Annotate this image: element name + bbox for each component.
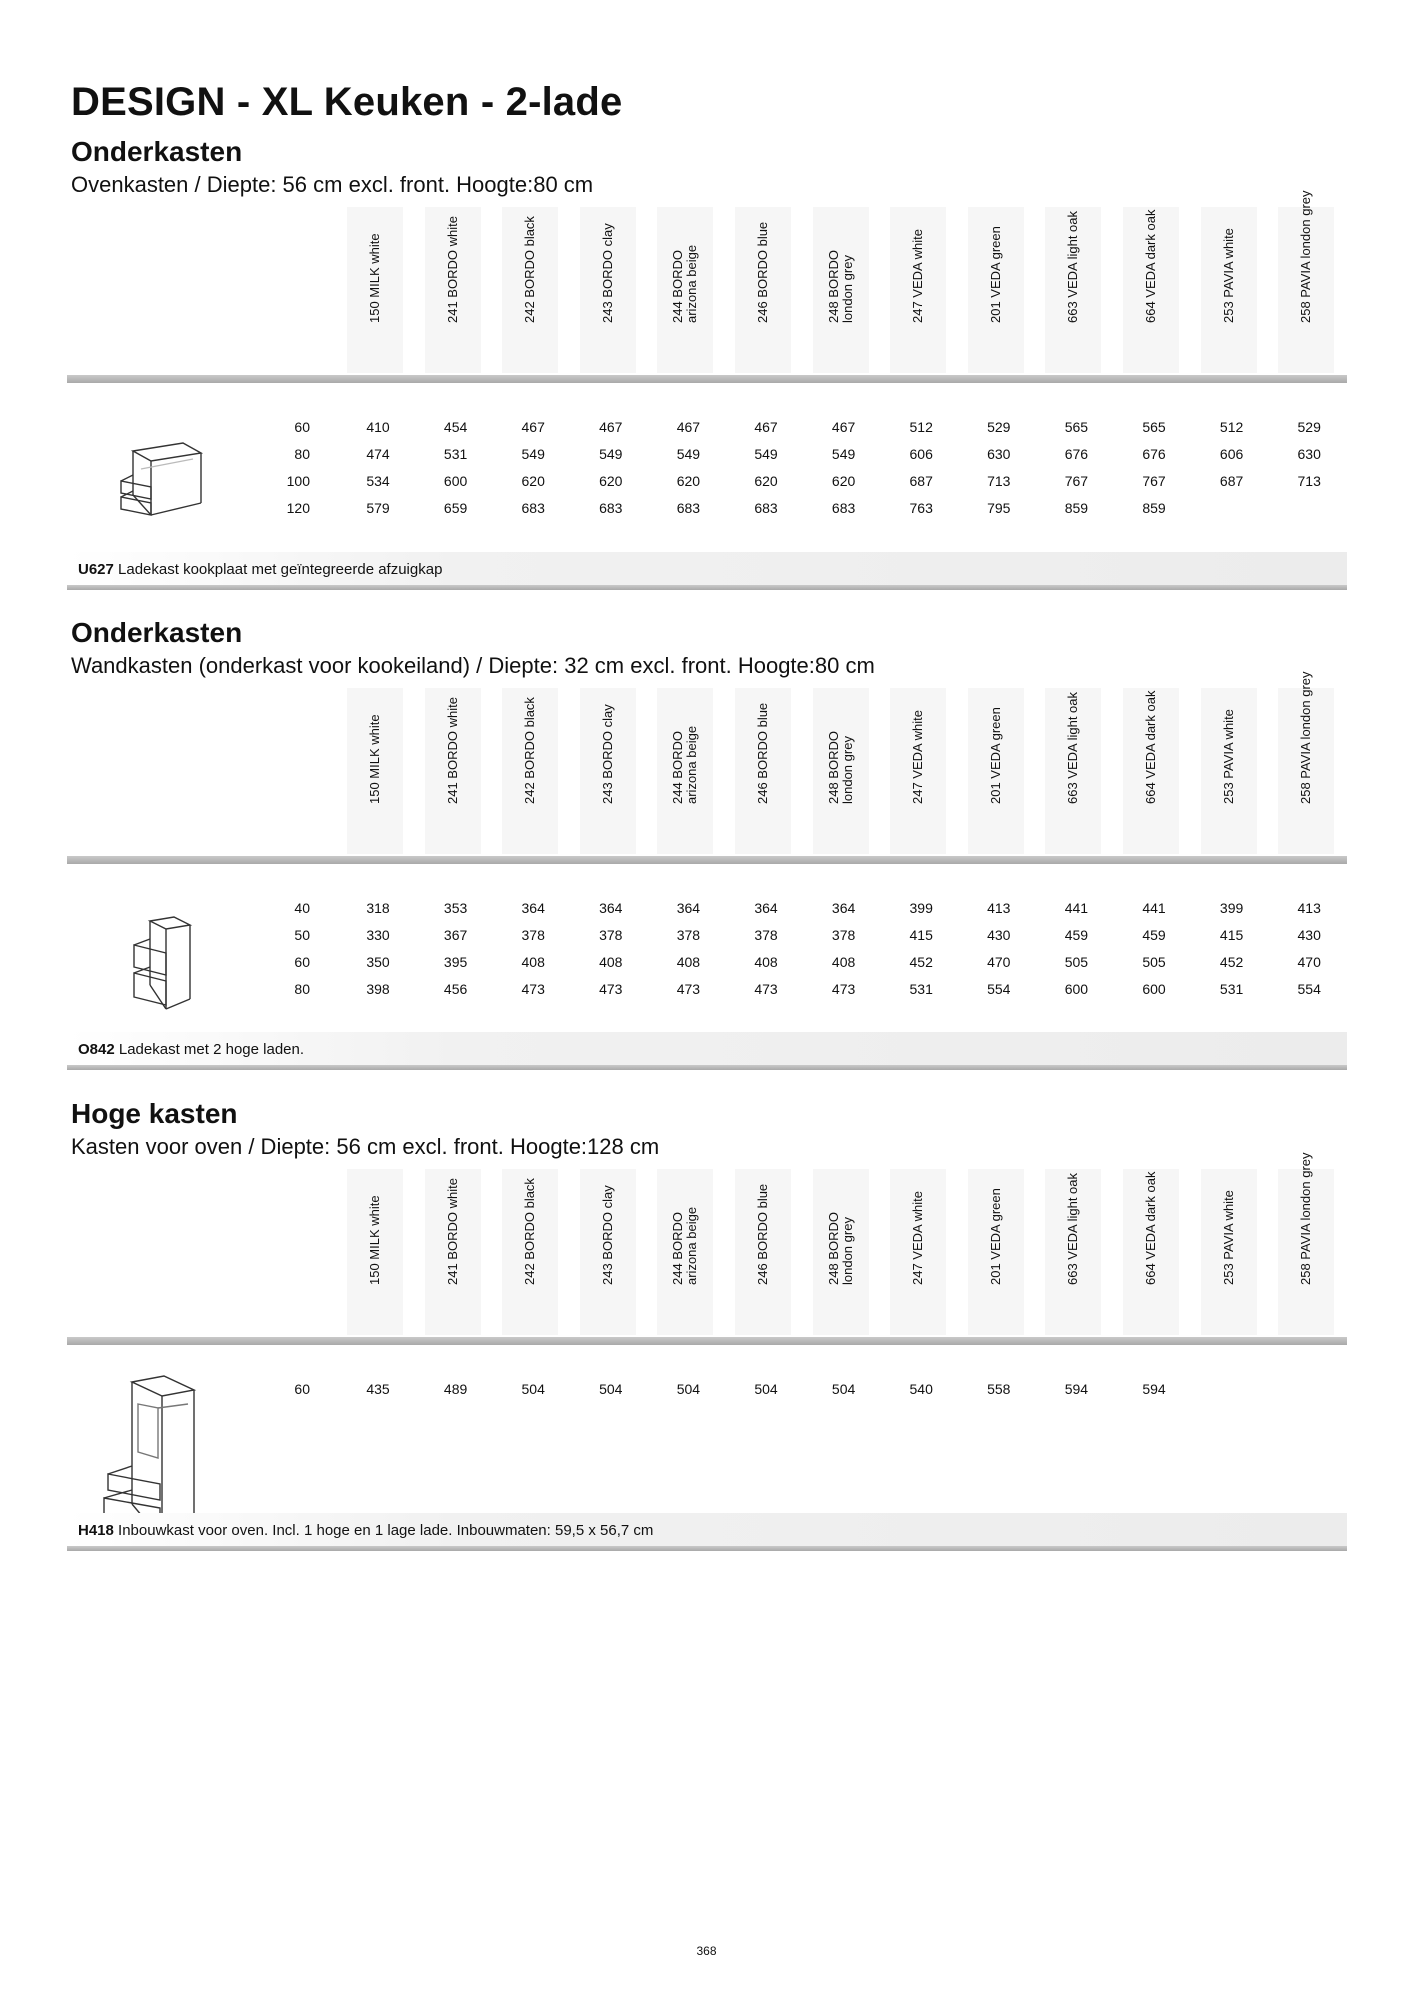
price-cell: 467 bbox=[754, 419, 778, 435]
column-label-line1: 663 VEDA light oak bbox=[1065, 1172, 1081, 1285]
price-cell: 395 bbox=[443, 954, 468, 970]
price-cell: 795 bbox=[987, 500, 1011, 516]
column-header-label bbox=[1051, 644, 1095, 804]
price-cell: 318 bbox=[366, 900, 390, 916]
column-label-line1: 258 PAVIA london grey bbox=[1298, 671, 1314, 804]
column-label-line1: 242 BORDO black bbox=[522, 1178, 538, 1285]
price-cell: 454 bbox=[443, 419, 468, 435]
column-header bbox=[1201, 1169, 1257, 1335]
price-cell: 659 bbox=[443, 500, 468, 516]
column-header-label bbox=[974, 163, 1018, 323]
column-header-label bbox=[586, 644, 630, 804]
section-divider bbox=[67, 1546, 1347, 1551]
column-label-line1: 663 VEDA light oak bbox=[1065, 691, 1081, 804]
price-cell: 683 bbox=[754, 500, 778, 516]
price-cell: 554 bbox=[1297, 981, 1321, 997]
column-header-label bbox=[1207, 1125, 1251, 1285]
price-cell: 630 bbox=[987, 446, 1011, 462]
column-label-line1: 258 PAVIA london grey bbox=[1298, 190, 1314, 323]
column-label-line1: 253 PAVIA white bbox=[1220, 1190, 1236, 1285]
base-cabinet-2-drawers-icon bbox=[113, 439, 213, 524]
price-cell: 353 bbox=[443, 900, 468, 916]
price-cell: 378 bbox=[521, 927, 545, 943]
price-cell: 859 bbox=[1142, 500, 1166, 516]
section-title: Hoge kasten bbox=[71, 1098, 238, 1129]
column-label-line1: 247 VEDA white bbox=[910, 229, 926, 323]
price-cell: 504 bbox=[831, 1381, 856, 1397]
column-header bbox=[813, 1169, 869, 1335]
price-cell: 399 bbox=[1219, 900, 1244, 916]
column-label-line1: 247 VEDA white bbox=[910, 1191, 926, 1285]
column-header-label bbox=[431, 644, 475, 804]
column-header-label bbox=[663, 1125, 707, 1285]
column-header bbox=[1045, 207, 1101, 373]
column-header-label bbox=[741, 163, 785, 323]
column-header-label bbox=[1051, 163, 1095, 323]
column-header bbox=[347, 688, 403, 854]
product-code: U627 bbox=[78, 561, 114, 578]
price-cell: 606 bbox=[1219, 446, 1244, 462]
column-header-label bbox=[974, 1125, 1018, 1285]
product-description-text: Ladekast met 2 hoge laden. bbox=[118, 1041, 305, 1058]
product-description-text: Inbouwkast voor oven. Incl. 1 hoge en 1 lage lade. Inbouwmaten: 59,5 x 56,7 cm bbox=[118, 1522, 654, 1539]
price-cell: 630 bbox=[1297, 446, 1321, 462]
price-cell: 504 bbox=[599, 1381, 623, 1397]
column-label-line1: 243 BORDO clay bbox=[599, 1185, 615, 1285]
column-header-label bbox=[741, 644, 785, 804]
price-cell: 767 bbox=[1064, 473, 1089, 489]
price-cell: 763 bbox=[909, 500, 933, 516]
column-header-label bbox=[431, 1125, 475, 1285]
product-description bbox=[78, 561, 442, 578]
column-header bbox=[1278, 671, 1334, 854]
column-header bbox=[502, 207, 558, 373]
column-label-line2: london grey bbox=[839, 255, 855, 323]
price-cell: 330 bbox=[366, 927, 390, 943]
column-header bbox=[425, 1169, 481, 1335]
column-header bbox=[580, 688, 636, 854]
row-size: 80 bbox=[294, 446, 310, 462]
column-header bbox=[813, 688, 869, 854]
price-cell: 676 bbox=[1142, 446, 1166, 462]
column-label-line1: 258 PAVIA london grey bbox=[1298, 1152, 1314, 1285]
column-label-line1: 253 PAVIA white bbox=[1220, 709, 1236, 804]
price-cell: 687 bbox=[1219, 473, 1244, 489]
row-size: 60 bbox=[294, 954, 310, 970]
price-cell: 413 bbox=[987, 900, 1011, 916]
price-cell: 473 bbox=[676, 981, 701, 997]
column-header bbox=[1123, 1169, 1179, 1335]
column-label-line1: 243 BORDO clay bbox=[599, 704, 615, 804]
wall-cabinet-2-drawers-icon bbox=[120, 915, 220, 1016]
column-header bbox=[890, 207, 946, 373]
price-cell: 683 bbox=[599, 500, 623, 516]
column-header-label bbox=[1051, 1125, 1095, 1285]
column-header bbox=[580, 1169, 636, 1335]
price-cell: 554 bbox=[987, 981, 1011, 997]
section-divider bbox=[67, 585, 1347, 590]
column-header-label bbox=[1207, 163, 1251, 323]
column-label-line1: 246 BORDO blue bbox=[755, 702, 770, 804]
column-header bbox=[1201, 688, 1257, 854]
price-cell: 378 bbox=[676, 927, 701, 943]
price-cell: 364 bbox=[754, 900, 778, 916]
price-cell: 620 bbox=[521, 473, 545, 489]
price-cell: 470 bbox=[1297, 954, 1321, 970]
price-cell: 549 bbox=[754, 446, 778, 462]
column-label-line1: 241 BORDO white bbox=[444, 1178, 460, 1285]
price-cell: 470 bbox=[987, 954, 1011, 970]
price-cell: 531 bbox=[909, 981, 933, 997]
row-size: 60 bbox=[294, 1381, 310, 1397]
column-header-label bbox=[896, 163, 940, 323]
column-header-label bbox=[1284, 163, 1328, 323]
column-header-label bbox=[1129, 644, 1173, 804]
column-header-label bbox=[663, 163, 707, 323]
column-header bbox=[1123, 688, 1179, 854]
price-cell: 620 bbox=[599, 473, 623, 489]
price-cell: 399 bbox=[909, 900, 933, 916]
price-cell: 473 bbox=[754, 981, 778, 997]
price-cell: 467 bbox=[831, 419, 856, 435]
price-cell: 565 bbox=[1142, 419, 1166, 435]
column-label-line2: arizona beige bbox=[684, 244, 700, 323]
price-cell: 504 bbox=[754, 1381, 778, 1397]
price-cell: 364 bbox=[521, 900, 545, 916]
price-cell: 452 bbox=[1219, 954, 1244, 970]
column-header-label bbox=[819, 163, 863, 323]
price-cell: 364 bbox=[599, 900, 623, 916]
column-label-line2: arizona beige bbox=[684, 1206, 700, 1285]
price-cell: 558 bbox=[987, 1381, 1011, 1397]
column-header bbox=[735, 688, 791, 854]
column-label-line1: 663 VEDA light oak bbox=[1065, 210, 1081, 323]
column-header-label bbox=[1207, 644, 1251, 804]
column-label-line1: 241 BORDO white bbox=[444, 216, 460, 323]
product-description bbox=[78, 1041, 304, 1058]
price-cell: 473 bbox=[521, 981, 545, 997]
price-cell: 415 bbox=[909, 927, 933, 943]
price-cell: 767 bbox=[1142, 473, 1166, 489]
section-title: Onderkasten bbox=[71, 136, 243, 167]
column-label-line1: 664 VEDA dark oak bbox=[1143, 690, 1158, 804]
page-title: DESIGN - XL Keuken - 2-lade bbox=[71, 80, 623, 124]
section-subtitle: Wandkasten (onderkast voor kookeiland) / Diepte: 32 cm excl. front. Hoogte:80 cm bbox=[71, 653, 875, 678]
column-label-line1: 201 VEDA green bbox=[987, 1188, 1003, 1285]
column-header-label bbox=[508, 644, 552, 804]
column-header-label bbox=[1129, 163, 1173, 323]
price-cell: 859 bbox=[1064, 500, 1089, 516]
column-header-label bbox=[353, 163, 397, 323]
column-header bbox=[502, 1169, 558, 1335]
column-label-line1: 664 VEDA dark oak bbox=[1143, 209, 1158, 323]
product-description-text: Ladekast kookplaat met geïntegreerde afzuigkap bbox=[118, 561, 443, 578]
price-cell: 378 bbox=[754, 927, 778, 943]
column-header-label bbox=[353, 644, 397, 804]
price-cell: 549 bbox=[599, 446, 623, 462]
row-size: 40 bbox=[294, 900, 310, 916]
column-header bbox=[735, 1169, 791, 1335]
column-header bbox=[425, 688, 481, 854]
price-cell: 398 bbox=[366, 981, 390, 997]
column-header bbox=[1045, 688, 1101, 854]
price-cell: 467 bbox=[599, 419, 623, 435]
column-header bbox=[347, 207, 403, 373]
price-cell: 408 bbox=[754, 954, 778, 970]
header-divider bbox=[67, 1337, 1347, 1345]
section-title: Onderkasten bbox=[71, 617, 243, 648]
price-cell: 467 bbox=[521, 419, 545, 435]
column-header-label bbox=[1284, 644, 1328, 804]
column-header bbox=[425, 207, 481, 373]
price-cell: 459 bbox=[1142, 927, 1166, 943]
column-header-label bbox=[508, 1125, 552, 1285]
column-label-line1: 253 PAVIA white bbox=[1220, 228, 1236, 323]
price-cell: 408 bbox=[521, 954, 545, 970]
column-header bbox=[657, 688, 713, 854]
price-cell: 408 bbox=[599, 954, 623, 970]
price-cell: 600 bbox=[1142, 981, 1166, 997]
column-header-label bbox=[741, 1125, 785, 1285]
price-cell: 456 bbox=[443, 981, 468, 997]
row-size: 80 bbox=[294, 981, 310, 997]
price-cell: 408 bbox=[676, 954, 701, 970]
price-cell: 531 bbox=[1219, 981, 1244, 997]
product-code: H418 bbox=[78, 1522, 114, 1539]
price-cell: 350 bbox=[366, 954, 390, 970]
price-cell: 459 bbox=[1064, 927, 1089, 943]
price-cell: 540 bbox=[909, 1381, 933, 1397]
column-header bbox=[502, 688, 558, 854]
column-label-line1: 247 VEDA white bbox=[910, 710, 926, 804]
column-label-line2: london grey bbox=[839, 1217, 855, 1285]
column-label-line1: 201 VEDA green bbox=[987, 226, 1003, 323]
price-cell: 713 bbox=[1297, 473, 1321, 489]
column-header bbox=[1278, 190, 1334, 373]
column-header bbox=[890, 1169, 946, 1335]
column-label-line1: 248 BORDO bbox=[825, 250, 841, 323]
column-label-line1: 243 BORDO clay bbox=[599, 223, 615, 323]
price-cell: 452 bbox=[909, 954, 933, 970]
price-cell: 473 bbox=[831, 981, 856, 997]
price-cell: 579 bbox=[366, 500, 390, 516]
column-header bbox=[968, 1169, 1024, 1335]
column-label-line1: 244 BORDO bbox=[670, 731, 686, 804]
price-cell: 415 bbox=[1219, 927, 1244, 943]
column-header bbox=[813, 207, 869, 373]
price-cell: 474 bbox=[366, 446, 390, 462]
row-size: 50 bbox=[294, 927, 310, 943]
price-cell: 441 bbox=[1064, 900, 1089, 916]
column-header-label bbox=[508, 163, 552, 323]
column-label-line1: 241 BORDO white bbox=[444, 697, 460, 804]
column-header bbox=[968, 688, 1024, 854]
column-header bbox=[735, 207, 791, 373]
row-size: 100 bbox=[286, 473, 310, 489]
price-cell: 683 bbox=[676, 500, 701, 516]
price-cell: 549 bbox=[831, 446, 856, 462]
price-cell: 512 bbox=[1219, 419, 1244, 435]
price-cell: 364 bbox=[831, 900, 856, 916]
section-divider bbox=[67, 1065, 1347, 1070]
price-cell: 683 bbox=[521, 500, 545, 516]
column-label-line2: london grey bbox=[839, 736, 855, 804]
price-cell: 594 bbox=[1142, 1381, 1166, 1397]
price-cell: 620 bbox=[754, 473, 778, 489]
column-header-label bbox=[663, 644, 707, 804]
price-cell: 531 bbox=[443, 446, 468, 462]
column-header bbox=[657, 1169, 713, 1335]
column-label-line1: 242 BORDO black bbox=[522, 216, 538, 323]
column-label-line1: 150 MILK white bbox=[367, 714, 382, 804]
price-cell: 529 bbox=[1297, 419, 1321, 435]
column-header bbox=[1045, 1169, 1101, 1335]
price-cell: 594 bbox=[1064, 1381, 1089, 1397]
price-cell: 435 bbox=[366, 1381, 390, 1397]
column-header-label bbox=[1284, 1125, 1328, 1285]
price-cell: 378 bbox=[599, 927, 623, 943]
price-cell: 534 bbox=[366, 473, 390, 489]
column-header bbox=[1123, 207, 1179, 373]
column-label-line1: 246 BORDO blue bbox=[755, 221, 770, 323]
column-header-label bbox=[353, 1125, 397, 1285]
section-subtitle: Kasten voor oven / Diepte: 56 cm excl. front. Hoogte:128 cm bbox=[71, 1134, 660, 1159]
column-label-line1: 244 BORDO bbox=[670, 1212, 686, 1285]
price-cell: 505 bbox=[1142, 954, 1166, 970]
header-divider bbox=[67, 856, 1347, 864]
price-cell: 565 bbox=[1064, 419, 1089, 435]
row-size: 120 bbox=[286, 500, 310, 516]
price-cell: 606 bbox=[909, 446, 933, 462]
column-label-line1: 246 BORDO blue bbox=[755, 1183, 770, 1285]
page-number: 368 bbox=[696, 1944, 717, 1958]
column-header bbox=[580, 207, 636, 373]
column-header bbox=[1201, 207, 1257, 373]
column-label-line2: arizona beige bbox=[684, 725, 700, 804]
price-cell: 441 bbox=[1142, 900, 1166, 916]
price-cell: 683 bbox=[831, 500, 856, 516]
column-header-label bbox=[819, 1125, 863, 1285]
column-header-label bbox=[586, 1125, 630, 1285]
column-label-line1: 248 BORDO bbox=[825, 731, 841, 804]
price-cell: 600 bbox=[1064, 981, 1089, 997]
row-size: 60 bbox=[294, 419, 310, 435]
price-cell: 676 bbox=[1064, 446, 1089, 462]
column-label-line1: 150 MILK white bbox=[367, 233, 382, 323]
price-cell: 713 bbox=[987, 473, 1011, 489]
price-cell: 430 bbox=[987, 927, 1011, 943]
price-cell: 687 bbox=[909, 473, 933, 489]
price-cell: 504 bbox=[676, 1381, 701, 1397]
column-header-label bbox=[431, 163, 475, 323]
price-cell: 529 bbox=[987, 419, 1011, 435]
price-cell: 408 bbox=[831, 954, 856, 970]
column-header bbox=[890, 688, 946, 854]
price-cell: 413 bbox=[1297, 900, 1321, 916]
column-label-line1: 244 BORDO bbox=[670, 250, 686, 323]
column-header bbox=[347, 1169, 403, 1335]
price-cell: 410 bbox=[366, 419, 390, 435]
price-cell: 620 bbox=[831, 473, 856, 489]
price-cell: 364 bbox=[676, 900, 701, 916]
price-cell: 430 bbox=[1297, 927, 1321, 943]
header-divider bbox=[67, 375, 1347, 383]
column-header bbox=[968, 207, 1024, 373]
price-cell: 505 bbox=[1064, 954, 1089, 970]
column-header-label bbox=[819, 644, 863, 804]
product-description bbox=[78, 1522, 653, 1539]
column-header-label bbox=[974, 644, 1018, 804]
price-cell: 489 bbox=[443, 1381, 468, 1397]
column-header bbox=[657, 207, 713, 373]
price-cell: 549 bbox=[676, 446, 701, 462]
price-cell: 367 bbox=[443, 927, 468, 943]
price-cell: 620 bbox=[676, 473, 701, 489]
price-cell: 467 bbox=[676, 419, 701, 435]
column-header-label bbox=[1129, 1125, 1173, 1285]
price-cell: 473 bbox=[599, 981, 623, 997]
product-code: O842 bbox=[78, 1041, 115, 1058]
column-label-line1: 242 BORDO black bbox=[522, 697, 538, 804]
column-header-label bbox=[896, 1125, 940, 1285]
column-label-line1: 664 VEDA dark oak bbox=[1143, 1171, 1158, 1285]
column-label-line1: 248 BORDO bbox=[825, 1212, 841, 1285]
price-cell: 504 bbox=[521, 1381, 545, 1397]
column-label-line1: 150 MILK white bbox=[367, 1195, 382, 1285]
column-header-label bbox=[896, 644, 940, 804]
price-cell: 378 bbox=[831, 927, 856, 943]
price-cell: 600 bbox=[443, 473, 468, 489]
column-header-label bbox=[586, 163, 630, 323]
column-label-line1: 201 VEDA green bbox=[987, 707, 1003, 804]
column-header bbox=[1278, 1152, 1334, 1335]
price-cell: 549 bbox=[521, 446, 545, 462]
section-subtitle: Ovenkasten / Diepte: 56 cm excl. front. Hoogte:80 cm bbox=[71, 172, 594, 197]
price-cell: 512 bbox=[909, 419, 933, 435]
